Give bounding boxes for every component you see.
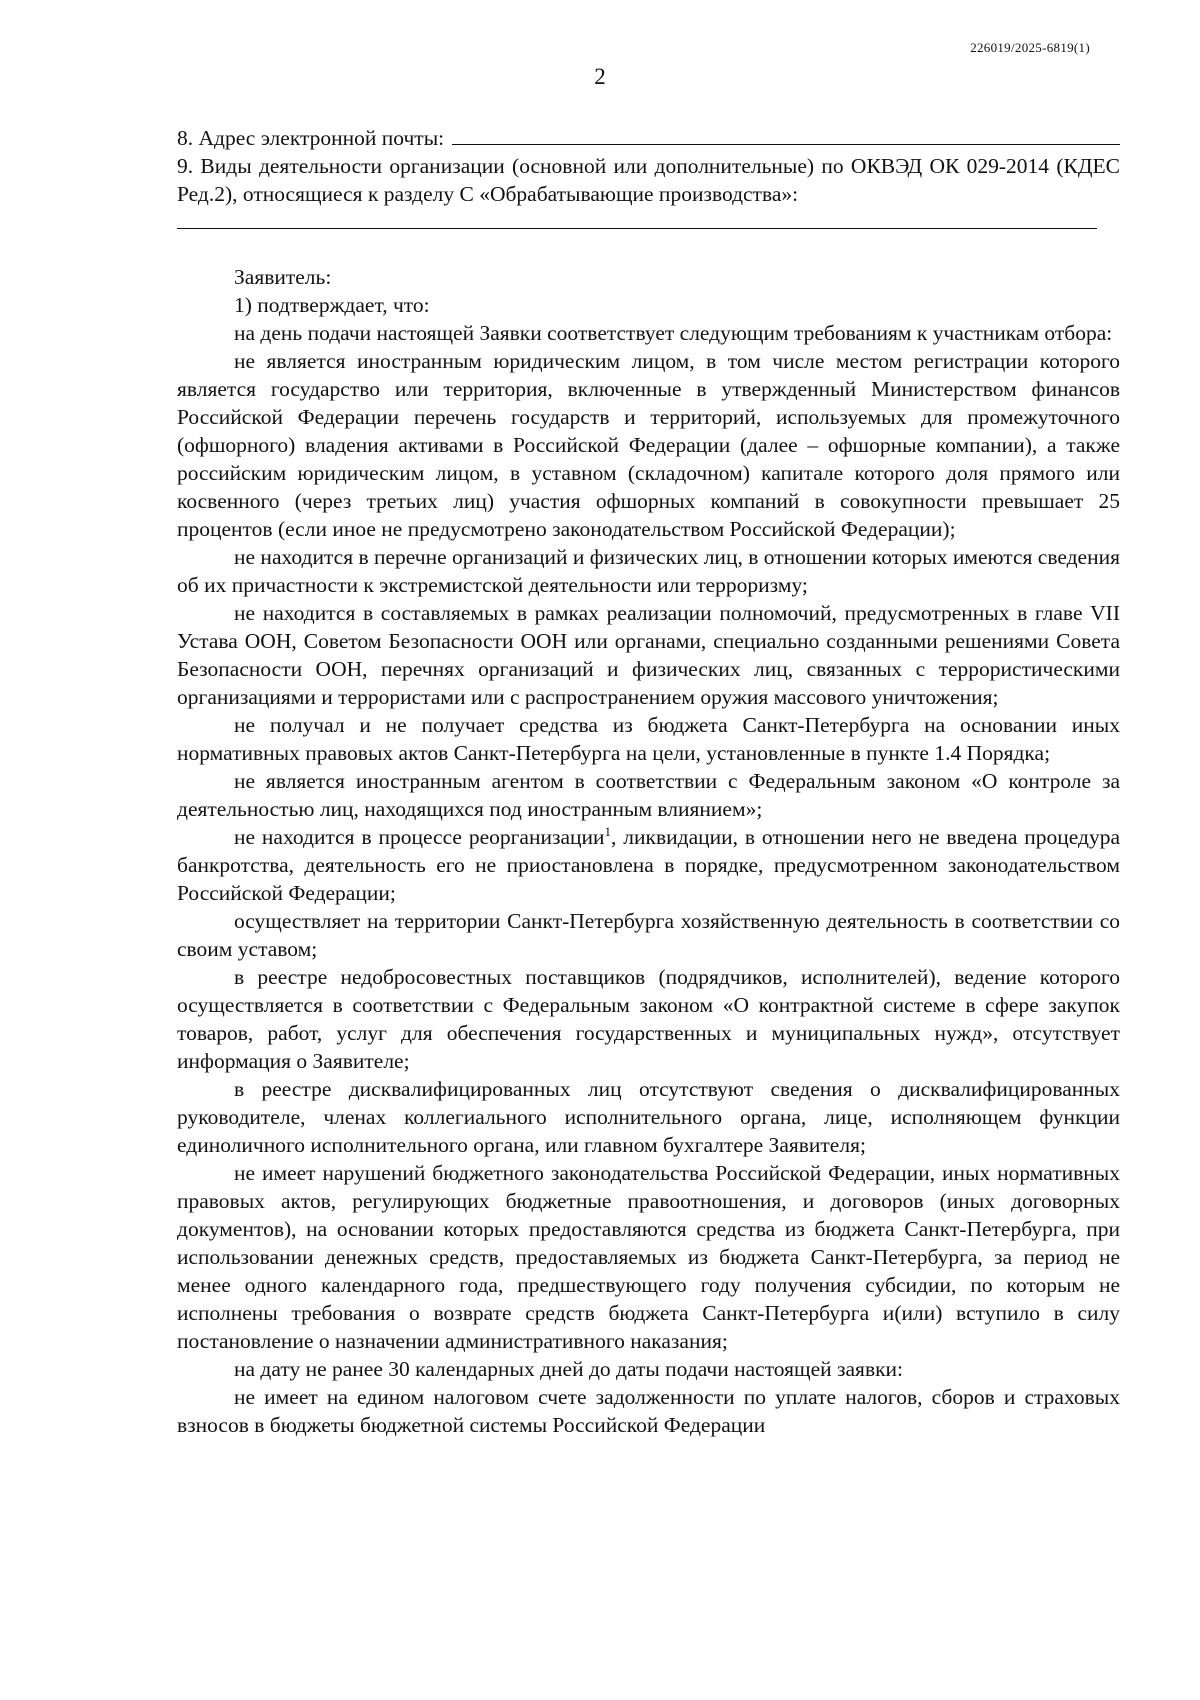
paragraph: не находится в составляемых в рамках реализации полномочий, предусмотренных в главе VII Устава ООН, Советом Безопасности ООН или органами, специально созданными решениями Совета Безопасности ООН, перечнях организаций и физических лиц, связанных с террористическими организациями и террористами или с распространением оружия массового уничтожения;	[177, 601, 1120, 709]
registration-number: 226019/2025-6819(1)	[970, 40, 1090, 55]
paragraph: не является иностранным агентом в соответствии с Федеральным законом «О контроле за деятельностью лиц, находящихся под иностранным влиянием»;	[177, 769, 1120, 821]
paragraph: не имеет нарушений бюджетного законодательства Российской Федерации, иных нормативных правовых актов, регулирующих бюджетные правоотношения, и договоров (иных договорных документов), на основании которых предоставляются средства из бюджета Санкт-Петербурга, при использовании денежных средств, предоставляемых из бюджета Санкт-Петербурга, за период не менее одного календарного года, предшествующего году получения субсидии, по которым не исполнены требования о возврате средств бюджета Санкт-Петербурга и(или) вступило в силу постановление о назначении административного наказания;	[177, 1161, 1120, 1353]
activity-field-label: 9. Виды деятельности организации (основной или дополнительные) по ОКВЭД ОК 029-2014 (КДЕС Ред.2), относящиеся к разделу С «Обрабатывающие производства»:	[177, 154, 1120, 206]
reorganization-text-end: , ликвидации, в отношении него не введена процедура банкротства, деятельность его не приостановлена в порядке, предусмотренном законодательством Российской Федерации;	[177, 825, 1120, 905]
paragraph: в реестре недобросовестных поставщиков (подрядчиков, исполнителей), ведение которого осуществляется в соответствии с Федеральным законом «О контрактной системе в сфере закупок товаров, работ, услуг для обеспечения государственных и муниципальных нужд», отсутствует информация о Заявителе;	[177, 965, 1120, 1073]
confirms-heading: 1) подтверждает, что:	[234, 293, 430, 317]
email-field-blank	[452, 124, 1120, 145]
applicant-heading: Заявитель:	[234, 265, 332, 289]
paragraph: не является иностранным юридическим лицом, в том числе местом регистрации которого является государство или территория, включенные в утвержденный Министерством финансов Российской Федерации перечень государств и территорий, используемых для промежуточного (офшорного) владения активами в Российской Федерации (далее – офшорные компании), а также российским юридическим лицом, в уставном (складочном) капитале которого доля прямого или косвенного (через третьих лиц) участия офшорных компаний в совокупности превышает 25 процентов (если иное не предусмотрено законодательством Российской Федерации);	[177, 349, 1120, 541]
paragraph: осуществляет на территории Санкт-Петербурга хозяйственную деятельность в соответствии со своим уставом;	[177, 909, 1120, 961]
document-body	[177, 124, 1120, 1439]
email-field-label: 8. Адрес электронной почты:	[177, 126, 445, 150]
footnote-mark: 1	[604, 823, 612, 839]
activity-field-blank	[177, 212, 1097, 229]
paragraph: на день подачи настоящей Заявки соответствует следующим требованиям к участникам отбора:	[234, 321, 1113, 345]
paragraph: в реестре дисквалифицированных лиц отсутствуют сведения о дисквалифицированных руководителе, членах коллегиального исполнительного органа, лице, исполняющем функции единоличного исполнительного органа, или главном бухгалтере Заявителя;	[177, 1077, 1120, 1157]
reorganization-text-start: не находится в процессе реорганизации	[234, 825, 605, 849]
page-number: 2	[594, 64, 606, 89]
email-field-row	[177, 124, 1120, 152]
reorganization-paragraph	[177, 823, 1120, 907]
paragraph: не имеет на едином налоговом счете задолженности по уплате налогов, сборов и страховых взносов в бюджеты бюджетной системы Российской Федерации	[177, 1385, 1120, 1437]
paragraph: не находится в перечне организаций и физических лиц, в отношении которых имеются сведения об их причастности к экстремистской деятельности или терроризму;	[177, 545, 1120, 597]
paragraph: на дату не ранее 30 календарных дней до даты подачи настоящей заявки:	[234, 1357, 904, 1381]
paragraph: не получал и не получает средства из бюджета Санкт-Петербурга на основании иных нормативных правовых актов Санкт-Петербурга на цели, установленные в пункте 1.4 Порядка;	[177, 713, 1120, 765]
